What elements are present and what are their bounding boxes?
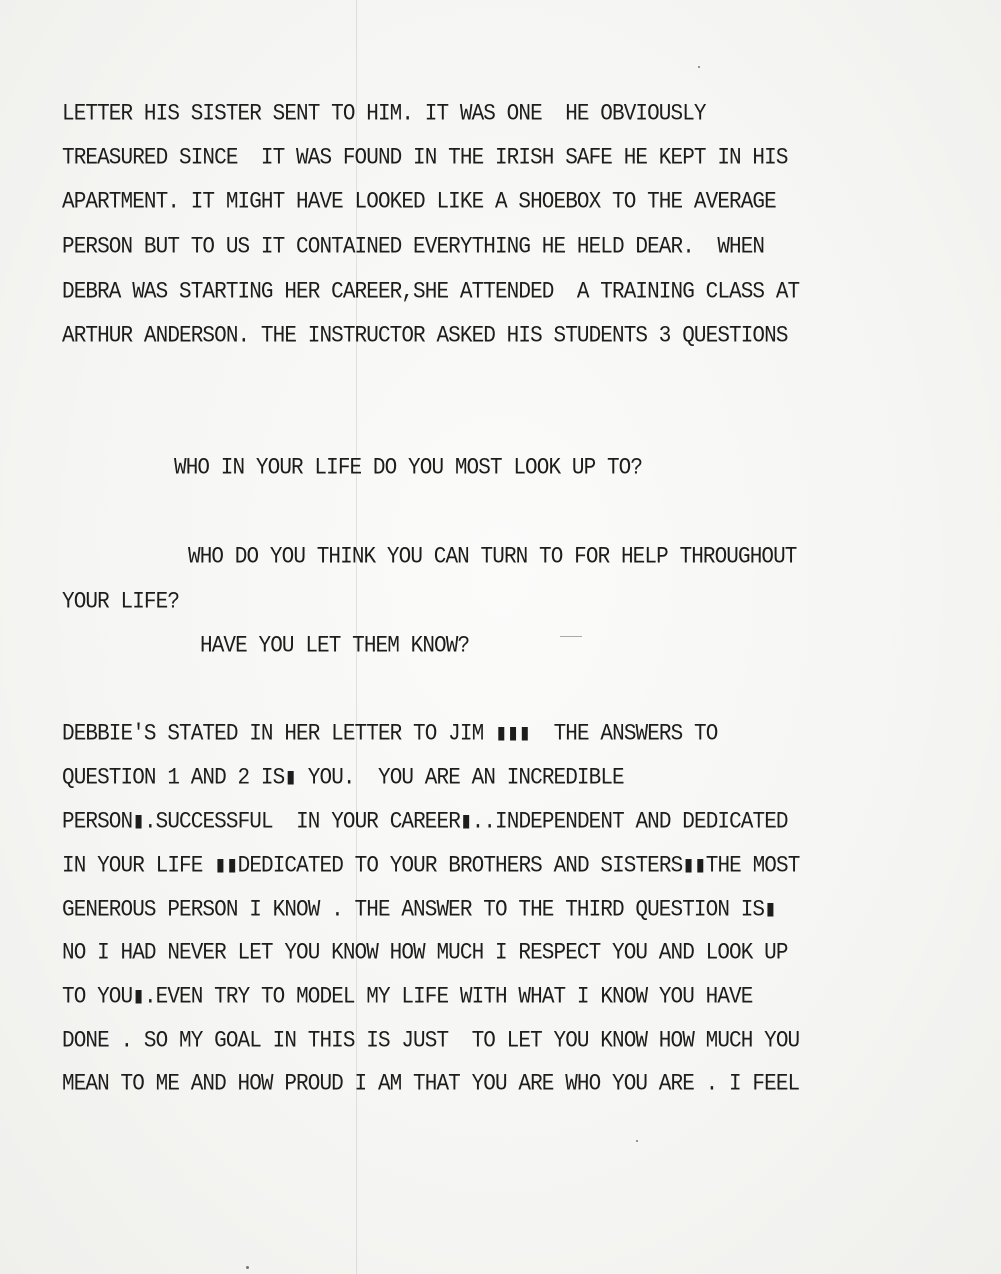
scan-speck [246,1266,249,1269]
question-2-continued: YOUR LIFE? [62,590,180,615]
text-line: DONE . SO MY GOAL IN THIS IS JUST TO LET YOU KNOW HOW MUCH YOU [62,1029,800,1054]
text-line: DEBRA WAS STARTING HER CAREER,SHE ATTENDED A TRAINING CLASS AT [62,280,800,305]
text-line: LETTER HIS SISTER SENT TO HIM. IT WAS ONE HE OBVIOUSLY [62,102,706,127]
text-line: APARTMENT. IT MIGHT HAVE LOOKED LIKE A SHOEBOX TO THE AVERAGE [62,190,776,215]
question-3: HAVE YOU LET THEM KNOW? [200,634,470,659]
text-line: ARTHUR ANDERSON. THE INSTRUCTOR ASKED HIS STUDENTS 3 QUESTIONS [62,324,788,349]
text-line: TREASURED SINCE IT WAS FOUND IN THE IRISH SAFE HE KEPT IN HIS [62,146,788,171]
question-1: WHO IN YOUR LIFE DO YOU MOST LOOK UP TO? [174,456,643,481]
text-line: MEAN TO ME AND HOW PROUD I AM THAT YOU ARE WHO YOU ARE . I FEEL [62,1072,800,1097]
question-2: WHO DO YOU THINK YOU CAN TURN TO FOR HELP THROUGHOUT [188,545,797,570]
scan-speck [698,66,700,68]
scan-speck [636,1140,638,1142]
text-line: GENEROUS PERSON I KNOW . THE ANSWER TO THE THIRD QUESTION IS▮ [62,898,776,923]
text-line: TO YOU▮.EVEN TRY TO MODEL MY LIFE WITH WHAT I KNOW YOU HAVE [62,985,753,1010]
text-line: PERSON▮.SUCCESSFUL IN YOUR CAREER▮..INDEPENDENT AND DEDICATED [62,810,788,835]
text-line: DEBBIE'S STATED IN HER LETTER TO JIM ▮▮▮ THE ANSWERS TO [62,722,718,747]
text-line: NO I HAD NEVER LET YOU KNOW HOW MUCH I RESPECT YOU AND LOOK UP [62,941,788,966]
text-line: PERSON BUT TO US IT CONTAINED EVERYTHING HE HELD DEAR. WHEN [62,235,765,260]
scan-speck [560,636,582,637]
text-line: QUESTION 1 AND 2 IS▮ YOU. YOU ARE AN INCREDIBLE [62,766,624,791]
text-line: IN YOUR LIFE ▮▮DEDICATED TO YOUR BROTHERS AND SISTERS▮▮THE MOST [62,854,800,879]
